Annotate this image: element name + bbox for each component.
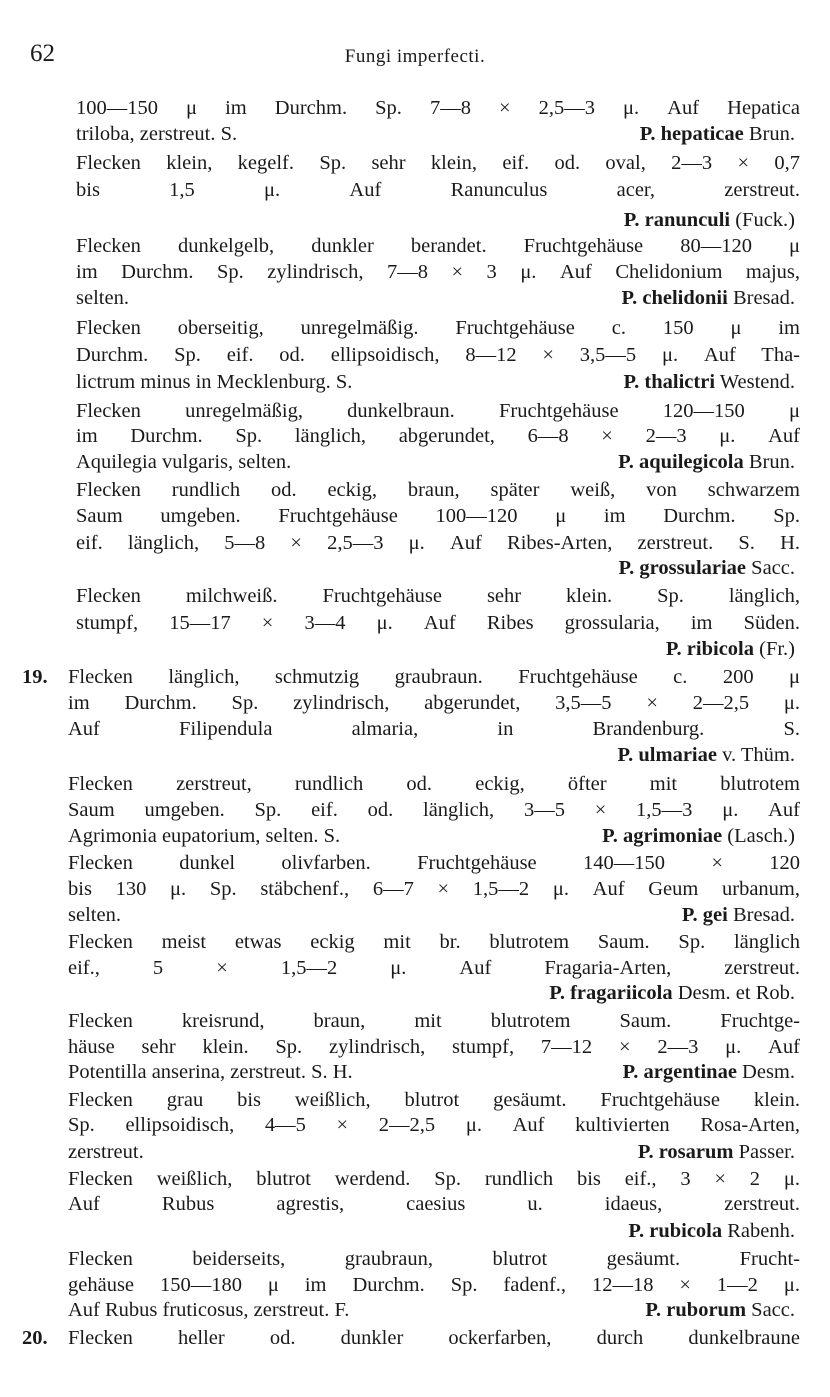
species-citation	[602, 823, 795, 849]
text-line	[0, 555, 830, 581]
species-name: P. argentinae	[622, 1061, 737, 1083]
line-text: Aquilegia vulgaris, selten.	[76, 451, 292, 473]
species-citation	[618, 555, 795, 581]
text-line	[0, 423, 830, 449]
text-line	[0, 1325, 830, 1351]
line-text: eif. länglich, 5—8 × 2,5—3 μ. Auf Ribes-Arten, zerstreut. S. H.	[76, 532, 800, 554]
line-text: Flecken dunkel olivfarben. Fruchtgehäuse 140—150 × 120	[68, 852, 800, 874]
species-name: P. aquilegicola	[618, 451, 744, 473]
text-line	[0, 177, 830, 203]
line-text: Potentilla anserina, zerstreut. S. H.	[68, 1061, 353, 1083]
species-author: (Fr.)	[754, 638, 795, 660]
line-text: bis 130 μ. Sp. stäbchenf., 6—7 × 1,5—2 μ. Auf Geum urbanum,	[68, 878, 800, 900]
text-line	[0, 503, 830, 529]
line-text: triloba, zerstreut. S.	[76, 123, 238, 145]
line-text: im Durchm. Sp. länglich, abgerundet, 6—8 × 2—3 μ. Auf	[76, 425, 800, 447]
species-name: P. fragariicola	[549, 982, 673, 1004]
species-name: P. thalictri	[623, 371, 716, 393]
text-line	[0, 1166, 830, 1192]
line-text: Sp. ellipsoidisch, 4—5 × 2—2,5 μ. Auf kultivierten Rosa-Arten,	[68, 1114, 800, 1136]
text-line	[0, 259, 830, 285]
species-name: P. gei	[681, 904, 728, 926]
text-line	[0, 1059, 830, 1085]
line-text: Auf Rubus agrestis, caesius u. idaeus, zerstreut.	[68, 1193, 800, 1215]
line-text: Flecken beiderseits, graubraun, blutrot gesäumt. Frucht-	[68, 1248, 800, 1270]
species-author: Passer.	[733, 1141, 795, 1163]
species-author: Desm.	[736, 1061, 795, 1083]
line-text: lictrum minus in Mecklenburg. S.	[76, 371, 353, 393]
species-citation	[623, 1059, 795, 1085]
species-name: P. ulmariae	[617, 744, 717, 766]
text-line	[0, 95, 830, 121]
line-text: Flecken heller od. dunkler ockerfarben, durch dunkelbraune	[68, 1327, 800, 1349]
text-line	[0, 285, 830, 311]
line-text: stumpf, 15—17 × 3—4 μ. Auf Ribes grossularia, im Süden.	[76, 612, 800, 634]
species-citation	[618, 742, 796, 768]
line-text: Flecken klein, kegelf. Sp. sehr klein, eif. od. oval, 2—3 × 0,7	[76, 152, 800, 174]
line-text: Flecken dunkelgelb, dunkler berandet. Fruchtgehäuse 80—120 μ	[76, 235, 800, 257]
species-author: Bresad.	[727, 287, 795, 309]
text-line	[0, 876, 830, 902]
species-name: P. grossulariae	[618, 557, 747, 579]
species-citation	[640, 121, 795, 147]
species-author: Sacc.	[746, 1299, 795, 1321]
species-author: Desm. et Rob.	[672, 982, 795, 1004]
line-text: Flecken milchweiß. Fruchtgehäuse sehr klein. Sp. länglich,	[76, 585, 800, 607]
species-name: P. rosarum	[637, 1141, 734, 1163]
text-line	[0, 583, 830, 609]
text-line	[0, 902, 830, 928]
species-citation	[666, 636, 795, 662]
species-name: P. ruborum	[645, 1299, 747, 1321]
text-line	[0, 664, 830, 690]
text-line	[0, 1087, 830, 1113]
species-author: Brun.	[743, 451, 795, 473]
line-text: häuse sehr klein. Sp. zylindrisch, stumpf, 7—12 × 2—3 μ. Auf	[68, 1036, 800, 1058]
line-text: Flecken zerstreut, rundlich od. eckig, öfter mit blutrotem	[68, 773, 800, 795]
species-author: Westend.	[715, 371, 795, 393]
species-citation	[628, 1218, 795, 1244]
line-text: Flecken oberseitig, unregelmäßig. Fruchtgehäuse c. 150 μ im	[76, 317, 800, 339]
line-text: bis 1,5 μ. Auf Ranunculus acer, zerstreut.	[76, 179, 800, 201]
line-text: Auf Rubus fruticosus, zerstreut. F.	[68, 1299, 350, 1321]
text-line	[0, 850, 830, 876]
species-author: v. Thüm.	[716, 744, 795, 766]
text-line	[0, 610, 830, 636]
line-text: Flecken meist etwas eckig mit br. blutrotem Saum. Sp. länglich	[68, 931, 800, 953]
line-text: Flecken länglich, schmutzig graubraun. Fruchtgehäuse c. 200 μ	[68, 666, 800, 688]
line-text: Durchm. Sp. eif. od. ellipsoidisch, 8—12 × 3,5—5 μ. Auf Tha-	[76, 344, 800, 366]
line-text: selten.	[68, 904, 121, 926]
text-line	[0, 477, 830, 503]
species-citation	[624, 207, 795, 233]
species-citation	[618, 449, 795, 475]
text-line	[0, 342, 830, 368]
text-line	[0, 1272, 830, 1298]
text-line	[0, 1297, 830, 1323]
line-text: Flecken unregelmäßig, dunkelbraun. Fruchtgehäuse 120—150 μ	[76, 400, 800, 422]
line-text: gehäuse 150—180 μ im Durchm. Sp. fadenf., 12—18 × 1—2 μ.	[68, 1274, 800, 1296]
text-line	[0, 1112, 830, 1138]
species-name: P. ribicola	[665, 638, 754, 660]
text-line	[0, 369, 830, 395]
line-text: Flecken weißlich, blutrot werdend. Sp. rundlich bis eif., 3 × 2 μ.	[68, 1168, 800, 1190]
species-author: Rabenh.	[722, 1220, 795, 1242]
line-text: Flecken kreisrund, braun, mit blutrotem Saum. Fruchtge-	[68, 1010, 800, 1032]
text-line	[0, 150, 830, 176]
text-line	[0, 716, 830, 742]
page-number: 62	[30, 40, 55, 67]
line-text: 100—150 μ im Durchm. Sp. 7—8 × 2,5—3 μ. Auf Hepatica	[76, 97, 800, 119]
text-line	[0, 1034, 830, 1060]
text-line	[0, 315, 830, 341]
line-text: Saum umgeben. Sp. eif. od. länglich, 3—5 × 1,5—3 μ. Auf	[68, 799, 800, 821]
text-line	[0, 233, 830, 259]
text-line	[0, 797, 830, 823]
line-text: Flecken rundlich od. eckig, braun, später weiß, von schwarzem	[76, 479, 800, 501]
text-line	[0, 1139, 830, 1165]
text-line	[0, 1246, 830, 1272]
species-citation	[621, 285, 795, 311]
species-author: Brun.	[743, 123, 795, 145]
text-line	[0, 823, 830, 849]
text-line	[0, 955, 830, 981]
section-number: 20.	[22, 1327, 48, 1349]
text-line	[0, 1008, 830, 1034]
species-name: P. rubicola	[628, 1220, 723, 1242]
text-line	[0, 530, 830, 556]
line-text: eif., 5 × 1,5—2 μ. Auf Fragaria-Arten, zerstreut.	[68, 957, 800, 979]
line-text: Auf Filipendula almaria, in Brandenburg. S.	[68, 718, 800, 740]
text-line	[0, 636, 830, 662]
line-text: selten.	[76, 287, 129, 309]
section-number: 19.	[22, 666, 48, 688]
text-line	[0, 690, 830, 716]
species-author: (Fuck.)	[730, 209, 795, 231]
species-citation	[645, 1297, 795, 1323]
text-line	[0, 1218, 830, 1244]
species-name: P. agrimoniae	[602, 825, 723, 847]
text-line	[0, 398, 830, 424]
text-line	[0, 1191, 830, 1217]
text-line	[0, 980, 830, 1006]
text-line	[0, 771, 830, 797]
text-line	[0, 207, 830, 233]
line-text: Flecken grau bis weißlich, blutrot gesäumt. Fruchtgehäuse klein.	[68, 1089, 800, 1111]
species-citation	[682, 902, 795, 928]
species-citation	[624, 369, 795, 395]
text-line	[0, 449, 830, 475]
line-text: Saum umgeben. Fruchtgehäuse 100—120 μ im Durchm. Sp.	[76, 505, 800, 527]
species-name: P. hepaticae	[639, 123, 744, 145]
species-author: Sacc.	[746, 557, 795, 579]
line-text: zerstreut.	[68, 1141, 144, 1163]
species-citation	[549, 980, 795, 1006]
species-name: P. ranunculi	[623, 209, 731, 231]
line-text: Agrimonia eupatorium, selten. S.	[68, 825, 341, 847]
text-line	[0, 742, 830, 768]
running-title: Fungi imperfecti.	[344, 46, 486, 67]
species-citation	[638, 1139, 795, 1165]
species-name: P. chelidonii	[621, 287, 728, 309]
line-text: im Durchm. Sp. zylindrisch, abgerundet, 3,5—5 × 2—2,5 μ.	[68, 692, 800, 714]
text-line	[0, 121, 830, 147]
species-author: Bresad.	[727, 904, 795, 926]
line-text: im Durchm. Sp. zylindrisch, 7—8 × 3 μ. Auf Chelidonium majus,	[76, 261, 800, 283]
species-author: (Lasch.)	[722, 825, 795, 847]
text-line	[0, 929, 830, 955]
